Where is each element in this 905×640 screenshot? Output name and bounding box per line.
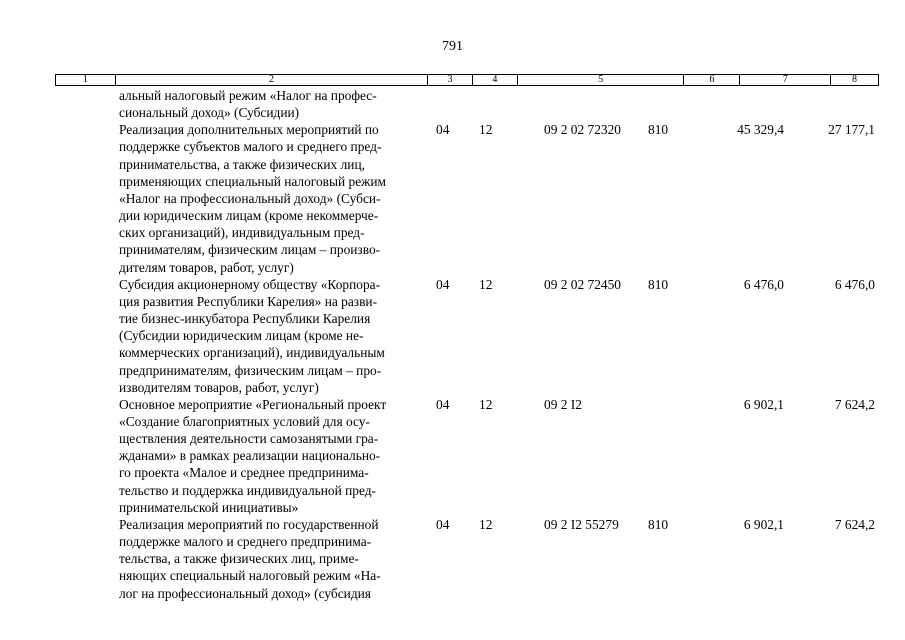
table-row — [0, 121, 905, 275]
row-section: 04 — [436, 396, 450, 412]
row-description: альный налоговый режим «Налог на профес- сиональный доход» (Субсидии) — [119, 88, 377, 121]
row-target-code: 09 2 I2 55279 — [544, 516, 619, 532]
header-col-5: 5 — [518, 75, 685, 85]
table-row — [0, 516, 905, 602]
row-amount-2: 7 624,2 — [834, 396, 875, 412]
table-row — [0, 87, 905, 121]
row-target-code: 09 2 02 72320 — [544, 122, 621, 138]
row-amount-1: 6 902,1 — [743, 396, 784, 412]
header-col-6: 6 — [684, 75, 740, 85]
row-subsection: 12 — [479, 516, 493, 532]
row-amount-1: 45 329,4 — [737, 122, 784, 138]
row-amount-2: 6 476,0 — [834, 276, 875, 292]
row-amount-2: 7 624,2 — [834, 516, 875, 532]
row-section: 04 — [436, 122, 450, 138]
row-amount-2: 27 177,1 — [828, 122, 875, 138]
row-expense-type: 810 — [648, 276, 669, 292]
row-description: Реализация мероприятий по государственной поддержке малого и среднего предпринима- тельства, а также физических лиц, приме- няющих специальный налоговый режим «На- лог на профессиональный доход» (субсидия — [119, 516, 381, 601]
row-section: 04 — [436, 516, 450, 532]
header-col-1: 1 — [56, 75, 116, 85]
row-subsection: 12 — [479, 122, 493, 138]
row-amount-1: 6 476,0 — [743, 276, 784, 292]
row-amount-1: 6 902,1 — [743, 516, 784, 532]
header-col-3: 3 — [428, 75, 473, 85]
row-expense-type: 810 — [648, 516, 669, 532]
row-section: 04 — [436, 276, 450, 292]
header-col-8: 8 — [852, 74, 858, 85]
header-col-2: 2 — [116, 75, 428, 85]
row-expense-type: 810 — [648, 122, 669, 138]
row-subsection: 12 — [479, 276, 493, 292]
row-subsection: 12 — [479, 396, 493, 412]
table-row — [0, 276, 905, 396]
row-target-code: 09 2 I2 — [544, 396, 582, 412]
table-header — [55, 74, 879, 86]
table-row — [0, 396, 905, 516]
table-body — [0, 87, 905, 602]
row-description: Субсидия акционерному обществу «Корпора- ция развития Республики Карелия» на разви- тие бизнес-инкубатора Республики Карелия (Субсидии юридическим лицам (кроме не- коммерческих организаций), индивидуальным предпринимателям, физическим лицам – про- изводителям товаров, работ, услуг) — [119, 276, 385, 395]
row-target-code: 09 2 02 72450 — [544, 276, 621, 292]
row-description: Реализация дополнительных мероприятий по поддержке субъектов малого и среднего пред- принимательства, а также физических лиц, применяющих специальный налоговый режим «Налог на профессиональный доход» (Субси- дии юридическим лицам (кроме некоммерче- ских организаций), индивидуальным пред- принимателям, физическим лицам – произво- дителям товаров, работ, услуг) — [119, 122, 387, 275]
header-col-7: 7 — [740, 75, 831, 85]
row-description: Основное мероприятие «Региональный проект «Создание благоприятных условий для осу- ществления деятельности самозанятыми гра- жданами» в рамках реализации национально- го проекта «Малое и среднее предпринима- тельство и поддержка индивидуальной пред- принимательской инициативы» — [119, 396, 387, 515]
header-col-4: 4 — [473, 75, 518, 85]
page-number: 791 — [442, 39, 463, 54]
